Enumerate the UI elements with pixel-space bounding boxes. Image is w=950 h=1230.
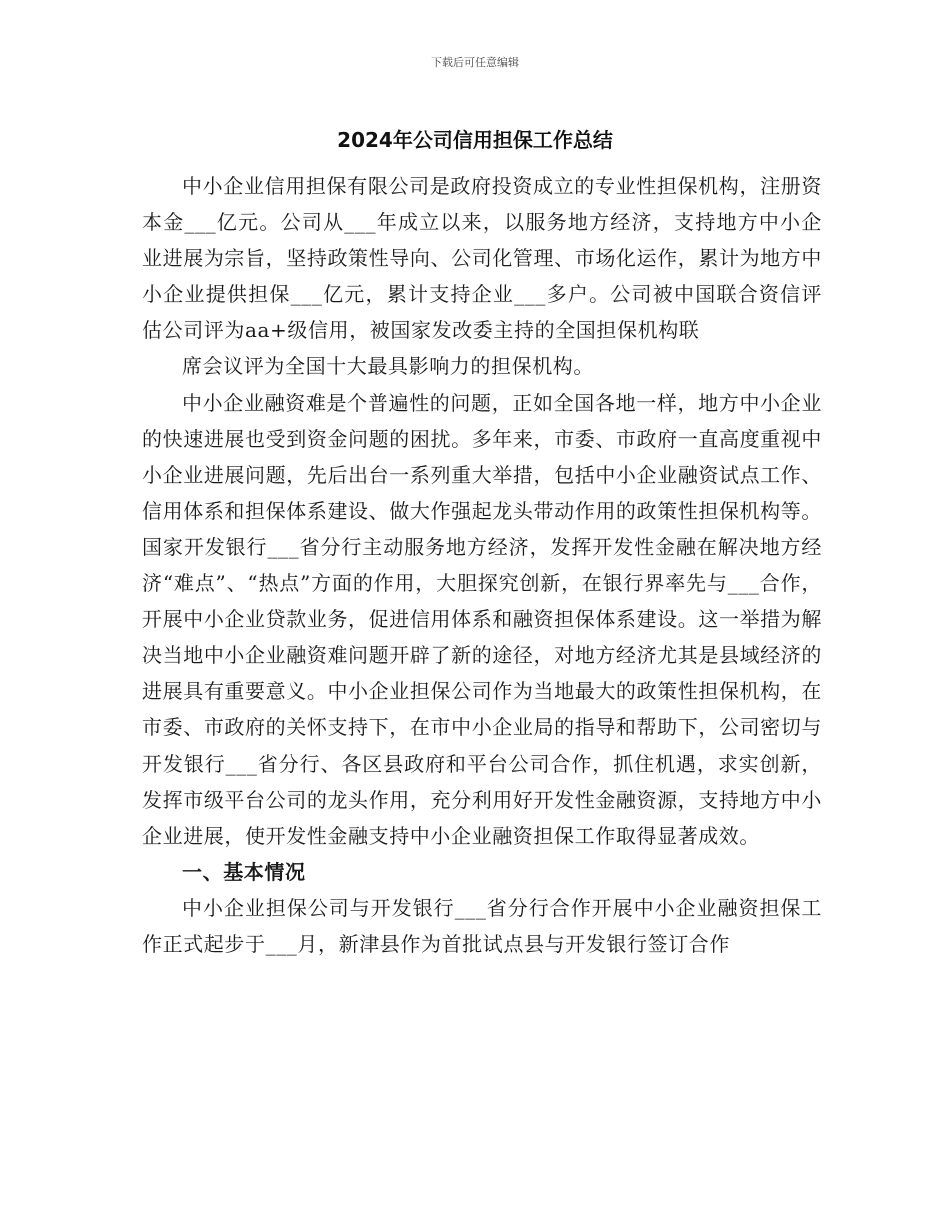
document-title: 2024年公司信用担保工作总结 — [337, 128, 613, 152]
paragraph-basic: 中小企业担保公司与开发银行___省分行合作开展中小企业融资担保工作正式起步于___月，新津县作为首批试点县与开发银行签订合作 — [142, 895, 822, 956]
paragraph-intro: 中小企业信用担保有限公司是政府投资成立的专业性担保机构，注册资本金___亿元。公司从___年成立以来，以服务地方经济，支持地方中小企业进展为宗旨，坚持政策性导向、公司化管理、市场化运作，累计为地方中小企业提供担保___亿元，累计支持企业___多户。公司被中国联合资信评估公司评为aa+级信用，被国家发改委主持的全国担保机构联 — [142, 174, 822, 343]
paragraph-financing: 中小企业融资难是个普遍性的问题，正如全国各地一样，地方中小企业的快速进展也受到资金问题的困扰。多年来，市委、市政府一直高度重视中小企业进展问题，先后出台一系列重大举措，包括中小企业融资试点工作、信用体系和担保体系建设、做大作强起龙头带动作用的政策性担保机构等。国家开发银行___省分行主动服务地方经济，发挥开发性金融在解决地方经济“难点”、“热点”方面的作用，大胆探究创新，在银行界率先与___合作，开展中小企业贷款业务，促进信用体系和融资担保体系建设。这一举措为解决当地中小企业融资难问题开辟了新的途径，对地方经济尤其是县域经济的进展具有重要意义。中小企业担保公司作为当地最大的政策性担保机构，在市委、市政府的关怀支持下，在市中小企业局的指导和帮助下，公司密切与开发银行___省分行、各区县政府和平台公司合作，抓住机遇，求实创新，发挥市级平台公司的龙头作用，充分利用好开发性金融资源，支持地方中小企业进展，使开发性金融支持中小企业融资担保工作取得显著成效。 — [142, 390, 822, 848]
header-note: 下载后可任意编辑 — [431, 56, 519, 69]
section-heading-basic: 一、基本情况 — [182, 859, 306, 884]
document-body — [142, 168, 822, 962]
paragraph-intro-continued: 席会议评为全国十大最具影响力的担保机构。 — [182, 354, 594, 379]
